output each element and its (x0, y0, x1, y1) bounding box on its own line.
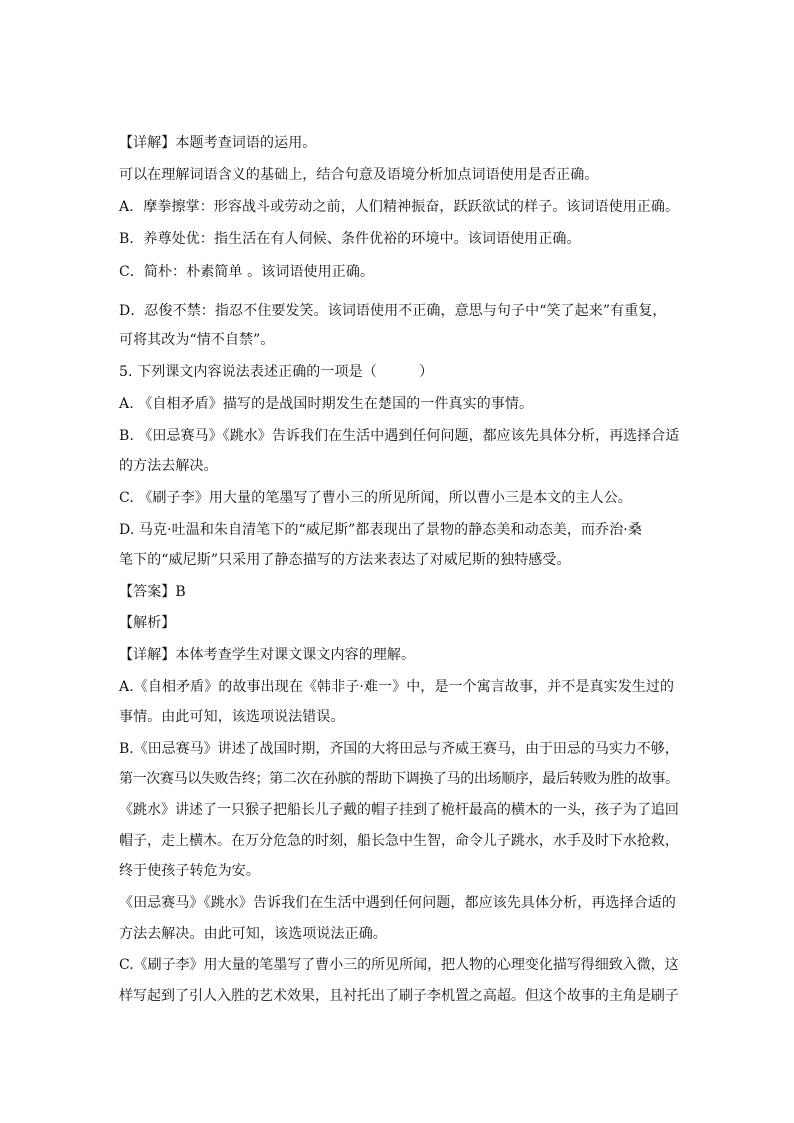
question-5-option-c: C. 《刷子李》用大量的笔墨写了曹小三的所见所闻，所以曹小三是本文的主人公。 (119, 490, 632, 506)
analysis-heading: 【解析】 (119, 615, 176, 631)
question-5-option-b: B. 《田忌赛马》《跳水》告诉我们在生活中遇到任何问题，都应该先具体分析，再选择合适 (119, 428, 680, 444)
question-5-option-d-cont: 笔下的“威尼斯”只采用了静态描写的方法来表达了对威尼斯的独特感受。 (119, 552, 571, 568)
option-a-analysis: A．摩拳擦掌：形容战斗或劳动之前，人们精神振奋，跃跃欲试的样子。该词语使用正确。 (119, 199, 680, 215)
analysis-a: A.《自相矛盾》的故事出现在《韩非子·难一》中，是一个寓言故事，并不是真实发生过的 (119, 679, 675, 695)
question-5-option-d: D. 马克·吐温和朱自清笔下的“威尼斯”都表现出了景物的静态美和动态美，而乔治·桑 (119, 522, 642, 538)
analysis-c-cont: 样写起到了引人入胜的艺术效果，且衬托出了刷子李机置之高超。但这个故事的主角是刷子 (119, 988, 679, 1004)
question-5: 5. 下列课文内容说法表述正确的一项是（ ） (119, 364, 434, 380)
analysis-b-tiaoshui: 《跳水》讲述了一只猴子把船长儿子戴的帽子挂到了桅杆最高的横木的一头，孩子为了追回 (119, 802, 679, 818)
explanation-line: 可以在理解词语含义的基础上，结合句意及语境分析加点词语使用是否正确。 (119, 167, 599, 183)
analysis-b-summary: 《田忌赛马》《跳水》告诉我们在生活中遇到任何问题，都应该先具体分析，再选择合适的 (119, 895, 676, 911)
question-5-option-a: A. 《自相矛盾》描写的是战国时期发生在楚国的一件真实的事情。 (119, 396, 534, 412)
answer-label: 【答案】B (119, 584, 186, 600)
detail-heading-2: 【详解】本体考查学生对课文课文内容的理解。 (119, 647, 416, 663)
analysis-b-summary-cont: 方法去解决。由此可知，该选项说法正确。 (119, 926, 387, 942)
analysis-a-cont: 事情。由此可知，该选项说法错误。 (119, 709, 345, 725)
analysis-b: B.《田忌赛马》讲述了战国时期，齐国的大将田忌与齐威王赛马，由于田忌的马实力不够， (119, 741, 679, 757)
option-d-analysis: D．忍俊不禁：指忍不住要发笑。该词语使用不正确，意思与句子中“笑了起来”有重复， (119, 303, 667, 319)
analysis-b-cont: 第一次赛马以失败告终；第二次在孙膑的帮助下调换了马的出场顺序，最后转败为胜的故事。 (119, 771, 679, 787)
analysis-b-tiaoshui-cont: 帽子，走上横木。在万分危急的时刻，船长急中生智，命令儿子跳水，水手及时下水抢救， (119, 833, 679, 849)
analysis-b-tiaoshui-end: 终于使孩子转危为安。 (119, 863, 260, 879)
detail-heading-1: 【详解】本题考查词语的运用。 (119, 135, 317, 151)
option-d-analysis-cont: 可将其改为“情不自禁”。 (119, 332, 275, 348)
option-b-analysis: B．养尊处优：指生活在有人伺候、条件优裕的环境中。该词语使用正确。 (119, 231, 581, 247)
option-c-analysis: C．简朴：朴素简单 。该词语使用正确。 (119, 264, 375, 280)
analysis-c: C.《刷子李》用大量的笔墨写了曹小三的所见所闻，把人物的心理变化描写得细致入微，这 (119, 957, 679, 973)
question-5-option-b-cont: 的方法去解决。 (119, 458, 218, 474)
